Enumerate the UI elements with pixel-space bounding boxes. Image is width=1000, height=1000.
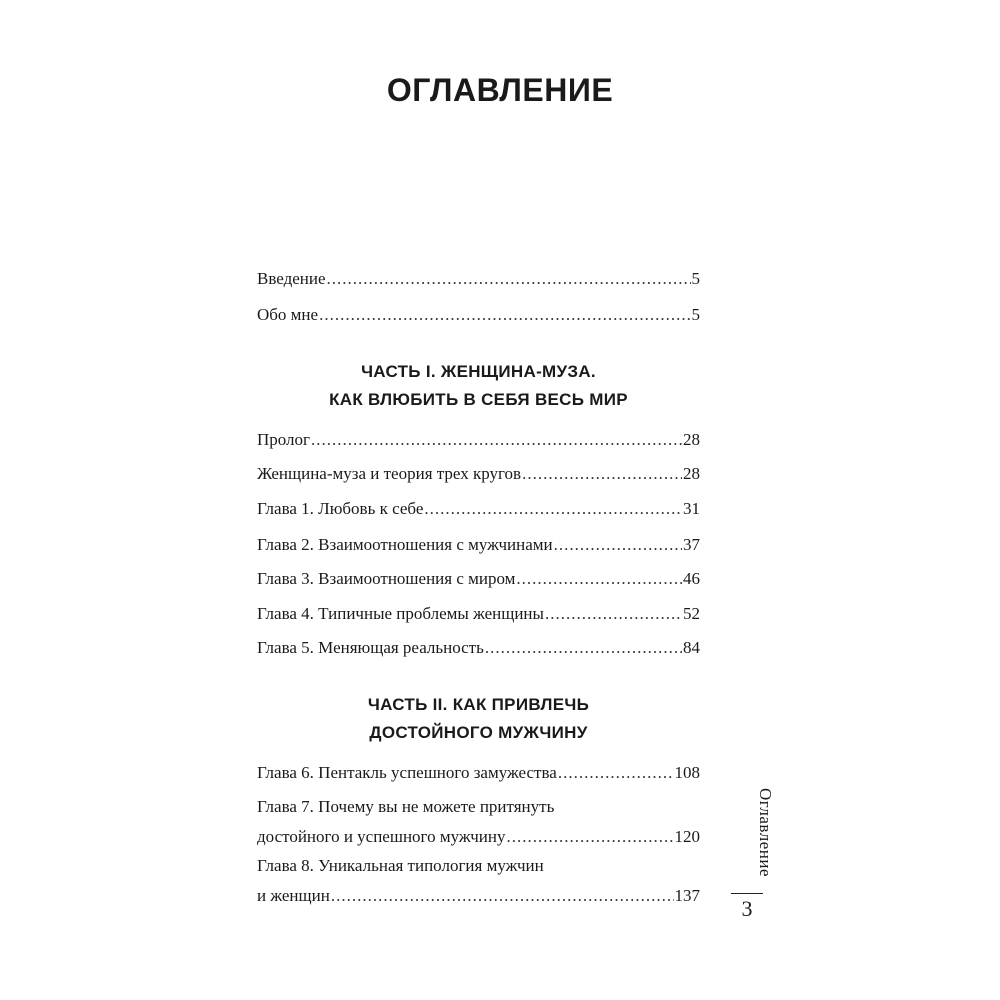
toc-entry-page: 5 [691,305,700,324]
toc-entry-title: Глава 6. Пентакль успешного замужества [257,763,557,782]
toc-entry-page: 28 [683,464,700,483]
toc-entry-title: Глава 2. Взаимоотношения с мужчинами [257,535,553,554]
toc-entry-title: Глава 5. Меняющая реальность [257,638,484,657]
toc-entry-page: 108 [674,763,700,782]
part-1-heading-line-1: ЧАСТЬ I. ЖЕНЩИНА-МУЗА. [361,362,596,381]
toc-entry-chapter-5[interactable] [257,637,700,659]
toc-entry-page: 28 [683,430,700,449]
toc-entry-page: 52 [683,604,700,623]
toc-entry-chapter-3[interactable] [257,568,700,590]
toc-entry-title: Глава 4. Типичные проблемы женщины [257,604,544,623]
toc-entry-title: Пролог [257,430,311,449]
page-number: 3 [741,896,753,921]
toc-entry-title: Женщина-муза и теория трех кругов [257,464,522,483]
leader-dots [485,637,682,659]
toc-entry-chapter-1[interactable] [257,498,700,520]
part-1-heading [257,358,700,414]
toc-entry-title: Глава 3. Взаимоотношения с миром [257,569,516,588]
running-head: Оглавление [756,788,775,877]
part-2-heading [257,691,700,747]
part-1-heading-line-2: КАК ВЛЮБИТЬ В СЕБЯ ВЕСЬ МИР [329,390,628,409]
toc-entry-prologue[interactable] [257,429,700,451]
toc-entry-page: 5 [691,269,700,288]
toc-entry-chapter-8[interactable] [257,855,700,907]
leader-dots [516,568,682,590]
toc-entry-title: и женщин [257,886,330,905]
leader-dots [311,429,682,451]
toc-entry-title-line-1: Глава 7. Почему вы не можете притянуть [257,797,555,816]
running-head-divider [731,893,763,894]
leader-dots [545,603,682,625]
toc-entry-page: 137 [674,886,700,905]
leader-dots [558,762,674,784]
leader-dots [319,304,690,326]
toc-entry-title: Обо мне [257,305,319,324]
toc-entry-page: 46 [683,569,700,588]
toc-entry-title: Введение [257,269,326,288]
leader-dots [522,463,682,485]
leader-dots [506,826,673,848]
leader-dots [424,498,682,520]
toc-entry-muse-theory[interactable] [257,463,700,485]
leader-dots [327,268,691,290]
toc-entry-chapter-6[interactable] [257,762,700,784]
toc-entry-title-line-1: Глава 8. Уникальная типология мужчин [257,856,544,875]
toc-entry-title: Глава 1. Любовь к себе [257,499,424,518]
toc-entry-chapter-2[interactable] [257,534,700,556]
toc-entry-intro[interactable] [257,268,700,290]
toc-entry-title: достойного и успешного мужчину [257,827,506,846]
toc-entry-chapter-4[interactable] [257,603,700,625]
toc-entry-chapter-7[interactable] [257,796,700,848]
toc-entry-page: 84 [683,638,700,657]
toc-entry-about[interactable] [257,304,700,326]
toc-entry-page: 120 [674,827,700,846]
leader-dots [331,885,674,907]
part-2-heading-line-1: ЧАСТЬ II. КАК ПРИВЛЕЧЬ [367,695,590,714]
page-title: ОГЛАВЛЕНИЕ [386,72,614,108]
toc-entry-page: 31 [683,499,700,518]
part-2-heading-line-2: ДОСТОЙНОГО МУЖЧИНУ [369,723,588,742]
toc-entry-page: 37 [683,535,700,554]
leader-dots [554,534,682,556]
